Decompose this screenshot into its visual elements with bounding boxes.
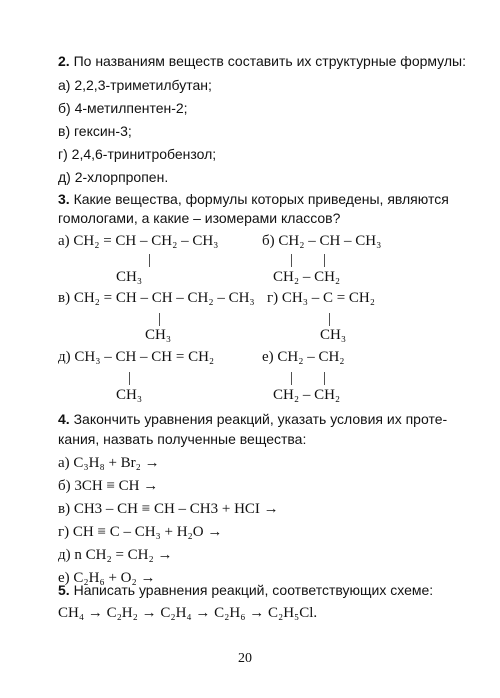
task2-item-a: а) 2,2,3-триметилбутан;: [58, 77, 212, 93]
task3-title-line1: Какие вещества, формулы которых приведены, являются: [73, 191, 449, 207]
formula-v-sub: CH₃: [145, 327, 172, 343]
formula-b-bonds: | |: [290, 252, 327, 268]
task4-title-line2: кания, назвать полученные вещества:: [58, 431, 307, 447]
formula-d-main: д) CH₃ – CH – CH = CH₂: [58, 349, 215, 365]
formula-g-main: г) CH₃ – C = CH₂: [267, 290, 375, 306]
task4-item-a: а) C₃H₈ + Br₂ →: [58, 455, 160, 471]
task5-title: Написать уравнения реакций, соответствующих схеме:: [73, 582, 434, 598]
task5-number: 5.: [58, 582, 70, 598]
formula-v-main: в) CH₂ = CH – CH – CH₂ – CH₃: [58, 290, 255, 306]
formula-a-bond: |: [148, 252, 152, 268]
task2-heading: [58, 52, 466, 70]
formula-g-bond: |: [328, 311, 332, 327]
task4-item-v: в) CH3 – CH ≡ CH – CH3 + HCI →: [58, 501, 279, 517]
page-number: 20: [238, 651, 252, 666]
task4-heading: [58, 410, 447, 428]
task4-item-g: г) CH ≡ C – CH₃ + H₂O →: [58, 524, 223, 540]
task2-number: 2.: [58, 53, 70, 69]
formula-d-sub: CH₃: [116, 387, 143, 403]
task2-item-v: в) гексин-3;: [58, 123, 132, 139]
formula-a-sub: CH₃: [116, 269, 143, 285]
task5-heading: [58, 581, 433, 599]
task5-scheme: CH₄ → C₂H₂ → C₂H₄ → C₂H₆ → C₂H₅Cl.: [58, 605, 318, 621]
task2-title: По названиям веществ составить их структурные формулы:: [73, 53, 466, 69]
task3-title-line2: гомологами, а какие – изомерами классов?: [58, 210, 341, 226]
formula-e-bonds: | |: [290, 370, 327, 386]
formula-b-main: б) CH₂ – CH – CH₃: [262, 233, 382, 249]
formula-e-sub: CH₂ – CH₂: [273, 387, 341, 403]
formula-b-sub: CH₂ – CH₂: [273, 269, 341, 285]
task4-item-d: д) n CH₂ = CH₂ →: [58, 547, 173, 563]
task4-item-b: б) 3CH ≡ CH →: [58, 478, 159, 494]
formula-g-sub: CH₃: [320, 327, 347, 343]
formula-d-bond: |: [128, 370, 132, 386]
task2-item-d: д) 2-хлорпропен.: [58, 169, 169, 185]
task4-title-line1: Закончить уравнения реакций, указать условия их проте-: [73, 411, 448, 427]
task2-item-b: б) 4-метилпентен-2;: [58, 100, 188, 116]
task2-item-g: г) 2,4,6-тринитробензол;: [58, 146, 217, 162]
formula-e-main: е) CH₂ – CH₂: [262, 349, 345, 365]
task3-heading: [58, 190, 449, 208]
task3-number: 3.: [58, 191, 70, 207]
formula-v-bond: |: [158, 311, 162, 327]
task4-item-e: е) C₂H₆ + O₂ →: [58, 570, 156, 586]
task4-number: 4.: [58, 411, 70, 427]
formula-a-main: а) CH₂ = CH – CH₂ – CH₃: [58, 233, 219, 249]
